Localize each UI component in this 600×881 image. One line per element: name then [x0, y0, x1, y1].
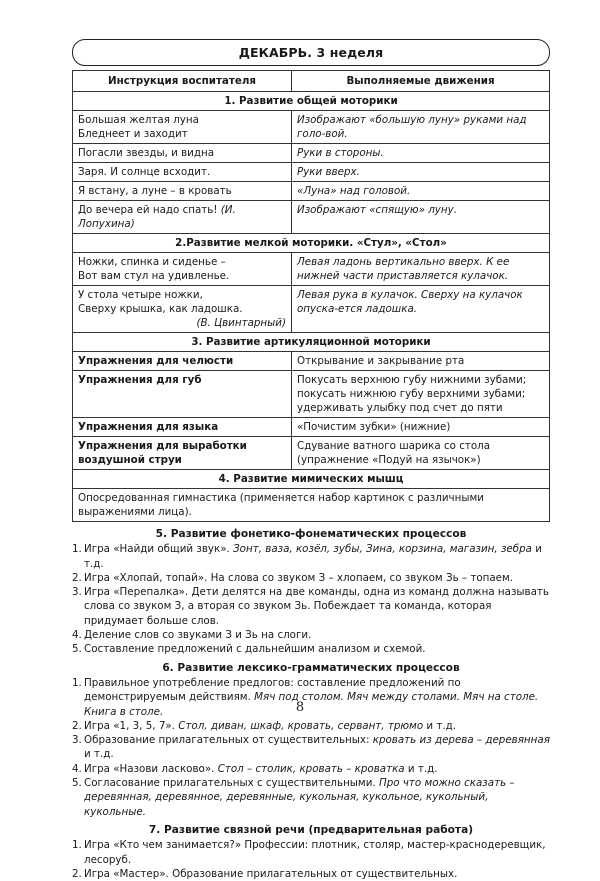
list-item: 1. Игра «Найди общий звук». Зонт, ваза, козёл, зубы, Зина, корзина, магазин, зебра и т.д.	[72, 543, 542, 570]
list-item: 4. Игра «Назови ласково». Стол – столик, кровать – кроватка и т.д.	[72, 762, 438, 775]
section-header: 4. Развитие мимических мышц	[73, 470, 550, 489]
list-item: 1. Правильное употребление предлогов: составление предложений по демонстрируемым действиям. Мяч под столом. Мяч между столами. Мяч на столе. Книга в столе.	[72, 676, 539, 718]
list-item: 4. Деление слов со звуками З и Зь на слоги.	[72, 629, 312, 642]
page-title: ДЕКАБРЬ. 3 неделя	[238, 45, 384, 60]
author-credit: (В. Цвинтарный)	[196, 317, 286, 329]
page-number: 8	[295, 700, 305, 715]
list-item: 5. Составление предложений с дальнейшим анализом и схемой.	[72, 643, 426, 656]
section-header: 2.Развитие мелкой моторики. «Стул», «Стол»	[73, 234, 550, 253]
list-item: 3. Образование прилагательных от существительных: кровать из дерева – деревянная и т.д.	[72, 734, 550, 761]
table-row: Упражнения для языка «Почистим зубки» (нижние)	[73, 418, 550, 437]
list-item: 2. Игра «1, 3, 5, 7». Стол, диван, шкаф, кровать, сервант, трюмо и т.д.	[72, 719, 457, 732]
column-header-movements: Выполняемые движения	[292, 71, 550, 92]
section-6-list	[72, 676, 550, 819]
table-row: Я встану, а луне – в кровать «Луна» над головой.	[73, 182, 550, 201]
table-row: До вечера ей надо спать! (И. Лопухина) Изображают «спящую» луну.	[73, 201, 550, 234]
table-row: У стола четыре ножки, Сверху крышка, как ладошка. (В. Цвинтарный) Левая рука в кулачок. Сверху на кулачок опуска-ется ладошка.	[73, 286, 550, 333]
table-row: Упражнения для выработки воздушной струи Сдувание ватного шарика со стола (упражнение «Подуй на язычок»)	[73, 437, 550, 470]
table-row: Ножки, спинка и сиденье – Вот вам стул на удивленье. Левая ладонь вертикально вверх. К ее нижней части приставляется кулачок.	[73, 253, 550, 286]
column-header-instruction: Инструкция воспитателя	[73, 71, 292, 92]
author-credit: (И. Лопухина)	[78, 204, 236, 230]
section-7-list	[72, 838, 550, 881]
list-item: 2. Игра «Хлопай, топай». На слова со звуком З – хлопаем, со звуком Зь – топаем.	[72, 571, 514, 584]
list-item: 2. Игра «Мастер». Образование прилагательных от существительных.	[72, 867, 458, 880]
table-header-row	[73, 71, 550, 92]
list-item: 3. Игра «Перепалка». Дети делятся на две команды, одна из команд должна называть слова со звуком З, а вторая со звуком Зь. Побеждает та команда, которая придумает больше слов.	[72, 586, 549, 627]
table-row: Большая желтая луна Бледнеет и заходит Изображают «большую луну» руками над голо-вой.	[73, 111, 550, 144]
table-row: Заря. И солнце всходит. Руки вверх.	[73, 163, 550, 182]
section-header: 3. Развитие артикуляционной моторики	[73, 333, 550, 352]
list-item: 1. Игра «Кто чем занимается?» Профессии: плотник, столяр, мастер-краснодеревщик, лесоруб.	[72, 839, 546, 866]
exercise-table	[72, 70, 550, 522]
list-item: 5. Согласование прилагательных с существительными. Про что можно сказать – деревянная, деревянное, деревянные, кукольная, кукольное, кукольный, кукольные.	[72, 777, 515, 818]
section-5-title: 5. Развитие фонетико-фонематических процессов	[155, 528, 467, 540]
table-row: Опосредованная гимнастика (применяется набор картинок с различными выражениями лица).	[73, 489, 550, 522]
table-row: Упражнения для губ Покусать верхнюю губу нижними зубами; покусать нижнюю губу верхними зубами; удерживать улыбку под счет до пяти	[73, 371, 550, 418]
section-5-list	[72, 542, 550, 656]
section-6-title: 6. Развитие лексико-грамматических процессов	[162, 661, 460, 674]
section-header: 1. Развитие общей моторики	[73, 92, 550, 111]
table-row: Погасли звезды, и видна Руки в стороны.	[73, 144, 550, 163]
section-7-title: 7. Развитие связной речи (предварительная работа)	[148, 823, 474, 836]
table-row: Упражнения для челюсти Открывание и закрывание рта	[73, 352, 550, 371]
week-title-box	[72, 39, 550, 66]
